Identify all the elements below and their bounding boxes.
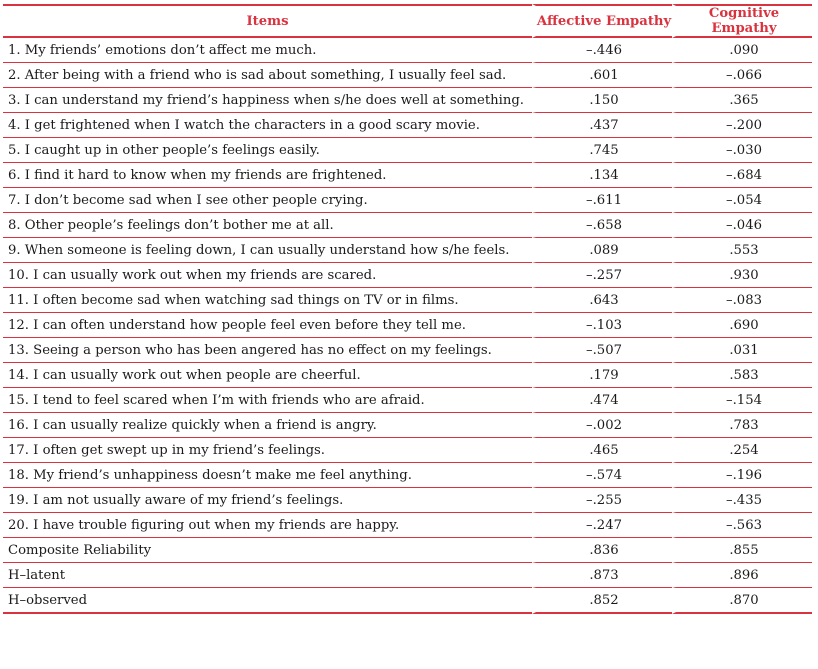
row-cognitive-value: .254: [672, 438, 812, 463]
row-affective-value: .089: [532, 238, 672, 263]
row-item-text: 20. I have trouble figuring out when my friends are happy.: [3, 513, 532, 538]
row-item-text: Composite Reliability: [3, 538, 532, 563]
table-row: [3, 63, 812, 88]
row-item-text: 17. I often get swept up in my friend’s feelings.: [3, 438, 532, 463]
header-affective-empathy: Affective Empathy: [532, 4, 672, 38]
row-cognitive-value: .870: [672, 588, 812, 614]
row-affective-value: .134: [532, 163, 672, 188]
row-affective-value: .437: [532, 113, 672, 138]
row-item-text: 15. I tend to feel scared when I’m with friends who are afraid.: [3, 388, 532, 413]
table-row: [3, 113, 812, 138]
table-row: [3, 163, 812, 188]
row-item-text: 5. I caught up in other people’s feelings easily.: [3, 138, 532, 163]
header-cognitive-empathy: Cognitive Empathy: [672, 4, 812, 38]
row-item-text: 11. I often become sad when watching sad things on TV or in films.: [3, 288, 532, 313]
row-cognitive-value: .896: [672, 563, 812, 588]
row-affective-value: .601: [532, 63, 672, 88]
row-cognitive-value: .553: [672, 238, 812, 263]
row-affective-value: .836: [532, 538, 672, 563]
row-affective-value: –.247: [532, 513, 672, 538]
row-cognitive-value: .365: [672, 88, 812, 113]
row-cognitive-value: .690: [672, 313, 812, 338]
row-item-text: 4. I get frightened when I watch the characters in a good scary movie.: [3, 113, 532, 138]
row-cognitive-value: –.200: [672, 113, 812, 138]
table-row: [3, 263, 812, 288]
row-affective-value: .465: [532, 438, 672, 463]
row-item-text: 7. I don’t become sad when I see other people crying.: [3, 188, 532, 213]
row-item-text: 6. I find it hard to know when my friends are frightened.: [3, 163, 532, 188]
table-row: [3, 88, 812, 113]
row-affective-value: .179: [532, 363, 672, 388]
row-cognitive-value: –.054: [672, 188, 812, 213]
row-cognitive-value: –.196: [672, 463, 812, 488]
row-cognitive-value: .583: [672, 363, 812, 388]
row-cognitive-value: –.046: [672, 213, 812, 238]
row-item-text: 9. When someone is feeling down, I can usually understand how s/he feels.: [3, 238, 532, 263]
row-affective-value: .474: [532, 388, 672, 413]
row-item-text: 19. I am not usually aware of my friend’s feelings.: [3, 488, 532, 513]
header-items: Items: [3, 4, 532, 38]
row-cognitive-value: –.563: [672, 513, 812, 538]
table-row: [3, 288, 812, 313]
table-row: [3, 488, 812, 513]
table-row: [3, 438, 812, 463]
row-cognitive-value: –.030: [672, 138, 812, 163]
row-affective-value: .150: [532, 88, 672, 113]
table-row: [3, 338, 812, 363]
row-affective-value: .745: [532, 138, 672, 163]
table-row: [3, 463, 812, 488]
summary-row: [3, 563, 812, 588]
row-affective-value: –.255: [532, 488, 672, 513]
row-affective-value: –.257: [532, 263, 672, 288]
table-row: [3, 413, 812, 438]
table-row: [3, 38, 812, 63]
row-item-text: H–observed: [3, 588, 532, 614]
row-item-text: 1. My friends’ emotions don’t affect me much.: [3, 38, 532, 63]
row-item-text: 10. I can usually work out when my friends are scared.: [3, 263, 532, 288]
row-cognitive-value: –.066: [672, 63, 812, 88]
row-affective-value: –.658: [532, 213, 672, 238]
row-cognitive-value: .783: [672, 413, 812, 438]
row-cognitive-value: –.435: [672, 488, 812, 513]
row-affective-value: –.574: [532, 463, 672, 488]
header-row: [3, 4, 812, 38]
summary-row: [3, 588, 812, 614]
table-row: [3, 513, 812, 538]
row-item-text: 13. Seeing a person who has been angered has no effect on my feelings.: [3, 338, 532, 363]
row-cognitive-value: .090: [672, 38, 812, 63]
table-row: [3, 363, 812, 388]
empathy-loadings-table: [3, 4, 812, 614]
row-item-text: 3. I can understand my friend’s happiness when s/he does well at something.: [3, 88, 532, 113]
row-cognitive-value: .930: [672, 263, 812, 288]
table-row: [3, 388, 812, 413]
row-affective-value: –.507: [532, 338, 672, 363]
row-item-text: H–latent: [3, 563, 532, 588]
summary-row: [3, 538, 812, 563]
row-affective-value: .852: [532, 588, 672, 614]
row-cognitive-value: –.154: [672, 388, 812, 413]
row-affective-value: .643: [532, 288, 672, 313]
row-cognitive-value: –.684: [672, 163, 812, 188]
table-row: [3, 138, 812, 163]
table-row: [3, 238, 812, 263]
empathy-loadings-table-container: [3, 4, 812, 614]
row-cognitive-value: .031: [672, 338, 812, 363]
row-affective-value: –.103: [532, 313, 672, 338]
row-item-text: 16. I can usually realize quickly when a friend is angry.: [3, 413, 532, 438]
table-row: [3, 313, 812, 338]
row-affective-value: –.611: [532, 188, 672, 213]
row-item-text: 14. I can usually work out when people are cheerful.: [3, 363, 532, 388]
row-affective-value: –.446: [532, 38, 672, 63]
row-affective-value: –.002: [532, 413, 672, 438]
row-cognitive-value: .855: [672, 538, 812, 563]
row-item-text: 8. Other people’s feelings don’t bother me at all.: [3, 213, 532, 238]
row-item-text: 18. My friend’s unhappiness doesn’t make me feel anything.: [3, 463, 532, 488]
table-body: [3, 38, 812, 614]
row-cognitive-value: –.083: [672, 288, 812, 313]
table-row: [3, 213, 812, 238]
row-affective-value: .873: [532, 563, 672, 588]
table-row: [3, 188, 812, 213]
row-item-text: 12. I can often understand how people feel even before they tell me.: [3, 313, 532, 338]
row-item-text: 2. After being with a friend who is sad about something, I usually feel sad.: [3, 63, 532, 88]
